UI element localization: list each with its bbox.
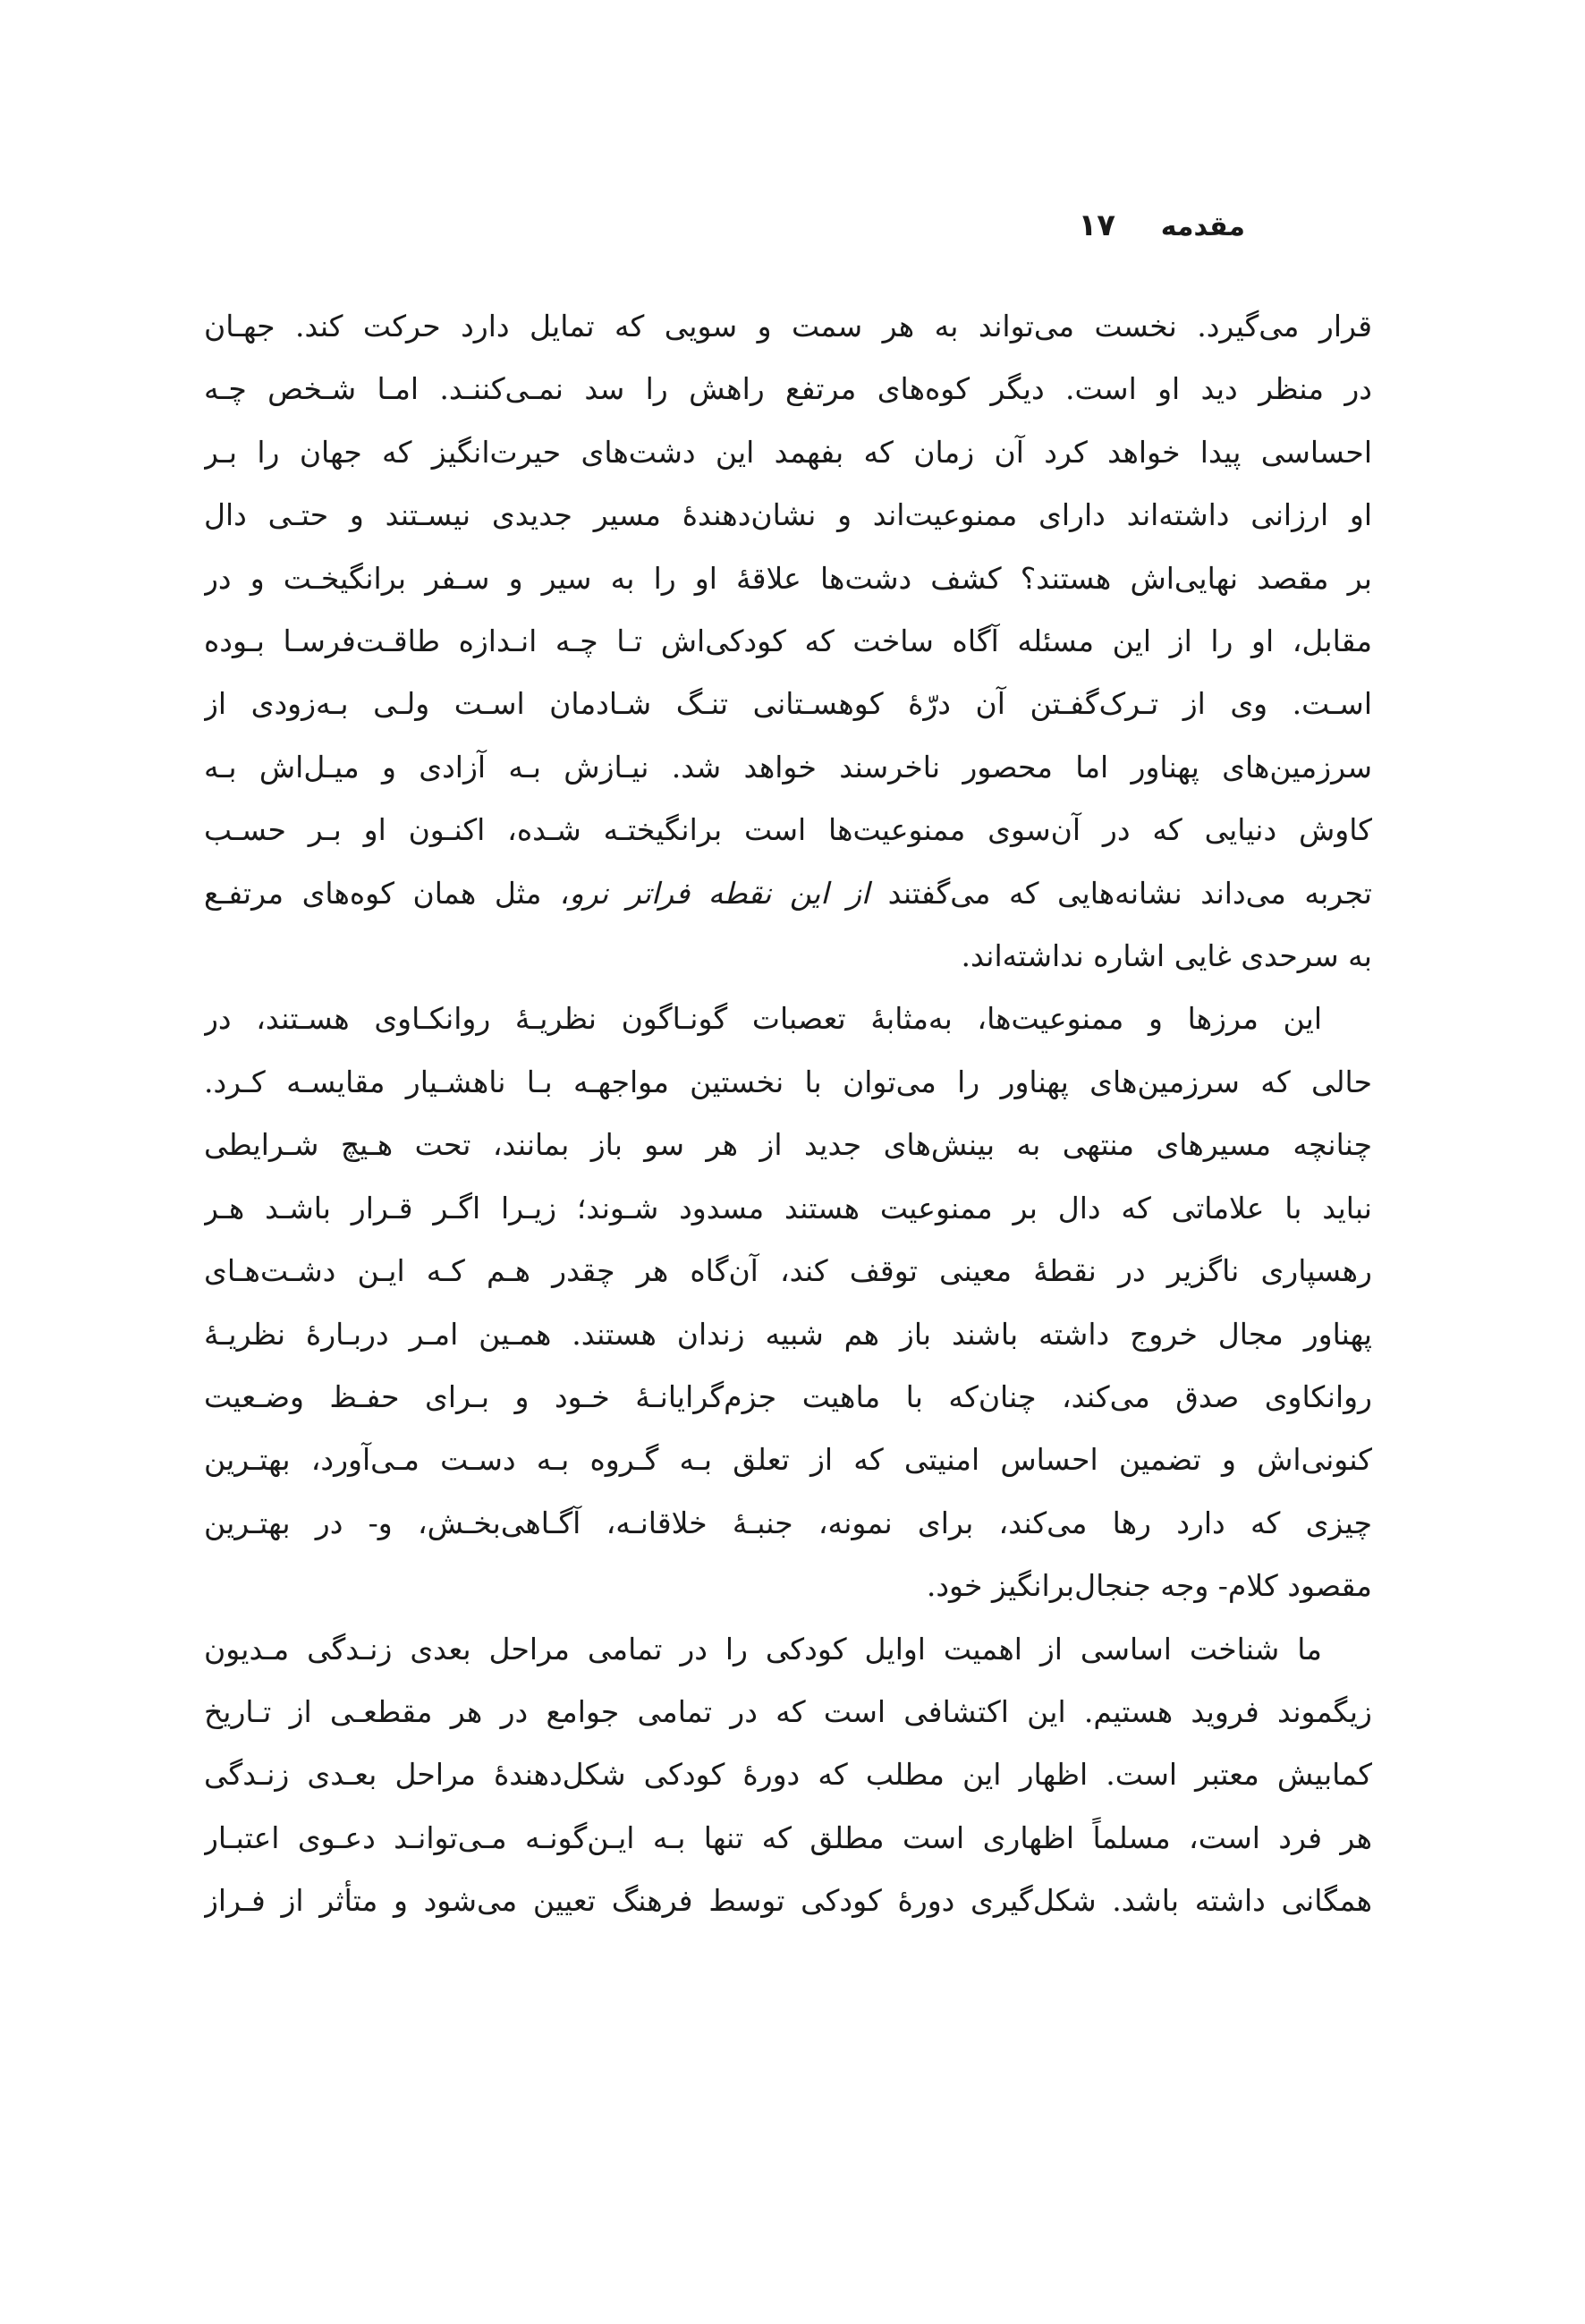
paragraph-3 bbox=[204, 1618, 1372, 1933]
paragraph-1 bbox=[204, 295, 1372, 988]
text-line: چنانچه مسیرهای منتهی به بینش‌های جدید از هر سو باز بمانند، تحت هـیچ شـرایطی bbox=[204, 1127, 1372, 1163]
text-line: در منظر دید او است. دیگر کوه‌های مرتفع راهش را سد نمـی‌کننـد. امـا شـخص چـه bbox=[204, 371, 1372, 407]
page-header bbox=[206, 208, 1245, 265]
emphasized-phrase: از این نقطه فراتر نرو bbox=[569, 875, 870, 911]
text-line: پهناور مجال خروج داشته باشند باز هم شبیه زندان هستند. همـین امـر دربـارهٔ نظریـهٔ bbox=[204, 1316, 1372, 1352]
text-line-with-emphasis: تجربه می‌داند نشانه‌هایی که می‌گفتند از این نقطه فراتر نرو، مثل همان کوه‌های مرتفـع bbox=[204, 875, 1372, 911]
text-line: مقصود کلام- وجه جنجال‌برانگیز خود. bbox=[926, 1568, 1372, 1604]
text-line: زیگموند فروید هستیم. این اکتشافی است که در تمامی جوامع در هر مقطعـی از تـاریخ bbox=[204, 1693, 1372, 1729]
text-line: مقابل، او را از این مسئله آگاه ساخت که کودکی‌اش تـا چـه انـدازه طاقـت‌فرسـا بـوده bbox=[204, 623, 1372, 659]
text-line: سرزمین‌های پهناور اما محصور ناخرسند خواهد شد. نیـازش بـه آزادی و میـل‌اش بـه bbox=[204, 749, 1372, 785]
text-line: قرار می‌گیرد. نخست می‌تواند به هر سمت و سویی که تمایل دارد حرکت کند. جهـان bbox=[204, 309, 1372, 344]
text-line: احساسی پیدا خواهد کرد آن زمان که بفهمد این دشت‌های حیرت‌انگیز که جهان را بـر bbox=[204, 434, 1372, 470]
body-text bbox=[204, 295, 1372, 1933]
text-line: نباید با علاماتی که دال بر ممنوعیت هستند مسدود شـوند؛ زیـرا اگـر قـرار باشـد هـر bbox=[204, 1190, 1372, 1226]
text-line: هر فرد است، مسلماً اظهاری است مطلق که تنها بـه ایـن‌گونـه مـی‌توانـد دعـوی اعتبـار bbox=[204, 1819, 1372, 1855]
text-line: او ارزانی داشته‌اند دارای ممنوعیت‌اند و نشان‌دهندهٔ مسیر جدیدی نیسـتند و حتـی دال bbox=[204, 497, 1372, 533]
text-line: حالی که سرزمین‌های پهناور را می‌توان با نخستین مواجهـه بـا ناهشـیار مقایسـه کـرد. bbox=[204, 1064, 1372, 1099]
text-line: اسـت. وی از تـرک‌گفـتن آن درّهٔ کوهسـتانی تنـگ شـادمان اسـت ولـی بـه‌زودی از bbox=[204, 686, 1372, 722]
chapter-title: مقدمه bbox=[1160, 211, 1245, 242]
text-line: کاوش دنیایی که در آن‌سوی ممنوعیت‌ها است برانگیختـه شـده، اکنـون او بـر حسـب bbox=[204, 812, 1372, 848]
text-line: به سرحدی غایی اشاره نداشته‌اند. bbox=[961, 938, 1372, 974]
paragraph-2 bbox=[204, 988, 1372, 1617]
text-line: این مرزها و ممنوعیت‌ها، به‌مثابهٔ تعصبات گونـاگون نظریـهٔ روانکـاوی هسـتند، در bbox=[204, 1001, 1322, 1037]
text-line: ما شناخت اساسی از اهمیت اوایل کودکی را در تمامی مراحل بعدی زنـدگی مـدیون bbox=[204, 1631, 1322, 1667]
page-number: ۱۷ bbox=[1078, 208, 1115, 243]
text-line: چیزی که دارد رها می‌کند، برای نمونه، جنبـهٔ خلاقانـه، آگـاهی‌بخـش، و- در بهتـرین bbox=[204, 1505, 1372, 1540]
text-line: کمابیش معتبر است. اظهار این مطلب که دورهٔ کودکی شکل‌دهندهٔ مراحل بعـدی زنـدگی bbox=[204, 1757, 1372, 1793]
text-line: همگانی داشته باشد. شکل‌گیری دورهٔ کودکی توسط فرهنگ تعیین می‌شود و متأثر از فـراز bbox=[204, 1883, 1372, 1919]
text-line: بر مقصد نهایی‌اش هستند؟ کشف دشت‌ها علاقهٔ او را به سیر و سـفر برانگیخـت و در bbox=[204, 560, 1372, 596]
text-line: روانکاوی صدق می‌کند، چنان‌که با ماهیت جزم‌گرایانـهٔ خـود و بـرای حفـظ وضـعیت bbox=[204, 1378, 1372, 1414]
text-line: کنونی‌اش و تضمین احساس امنیتی که از تعلق بـه گـروه بـه دسـت مـی‌آورد، بهتـرین bbox=[204, 1442, 1372, 1478]
text-line: رهسپاری ناگزیر در نقطهٔ معینی توقف کند، آن‌گاه هر چقدر هـم کـه ایـن دشـت‌هـای bbox=[204, 1253, 1372, 1289]
